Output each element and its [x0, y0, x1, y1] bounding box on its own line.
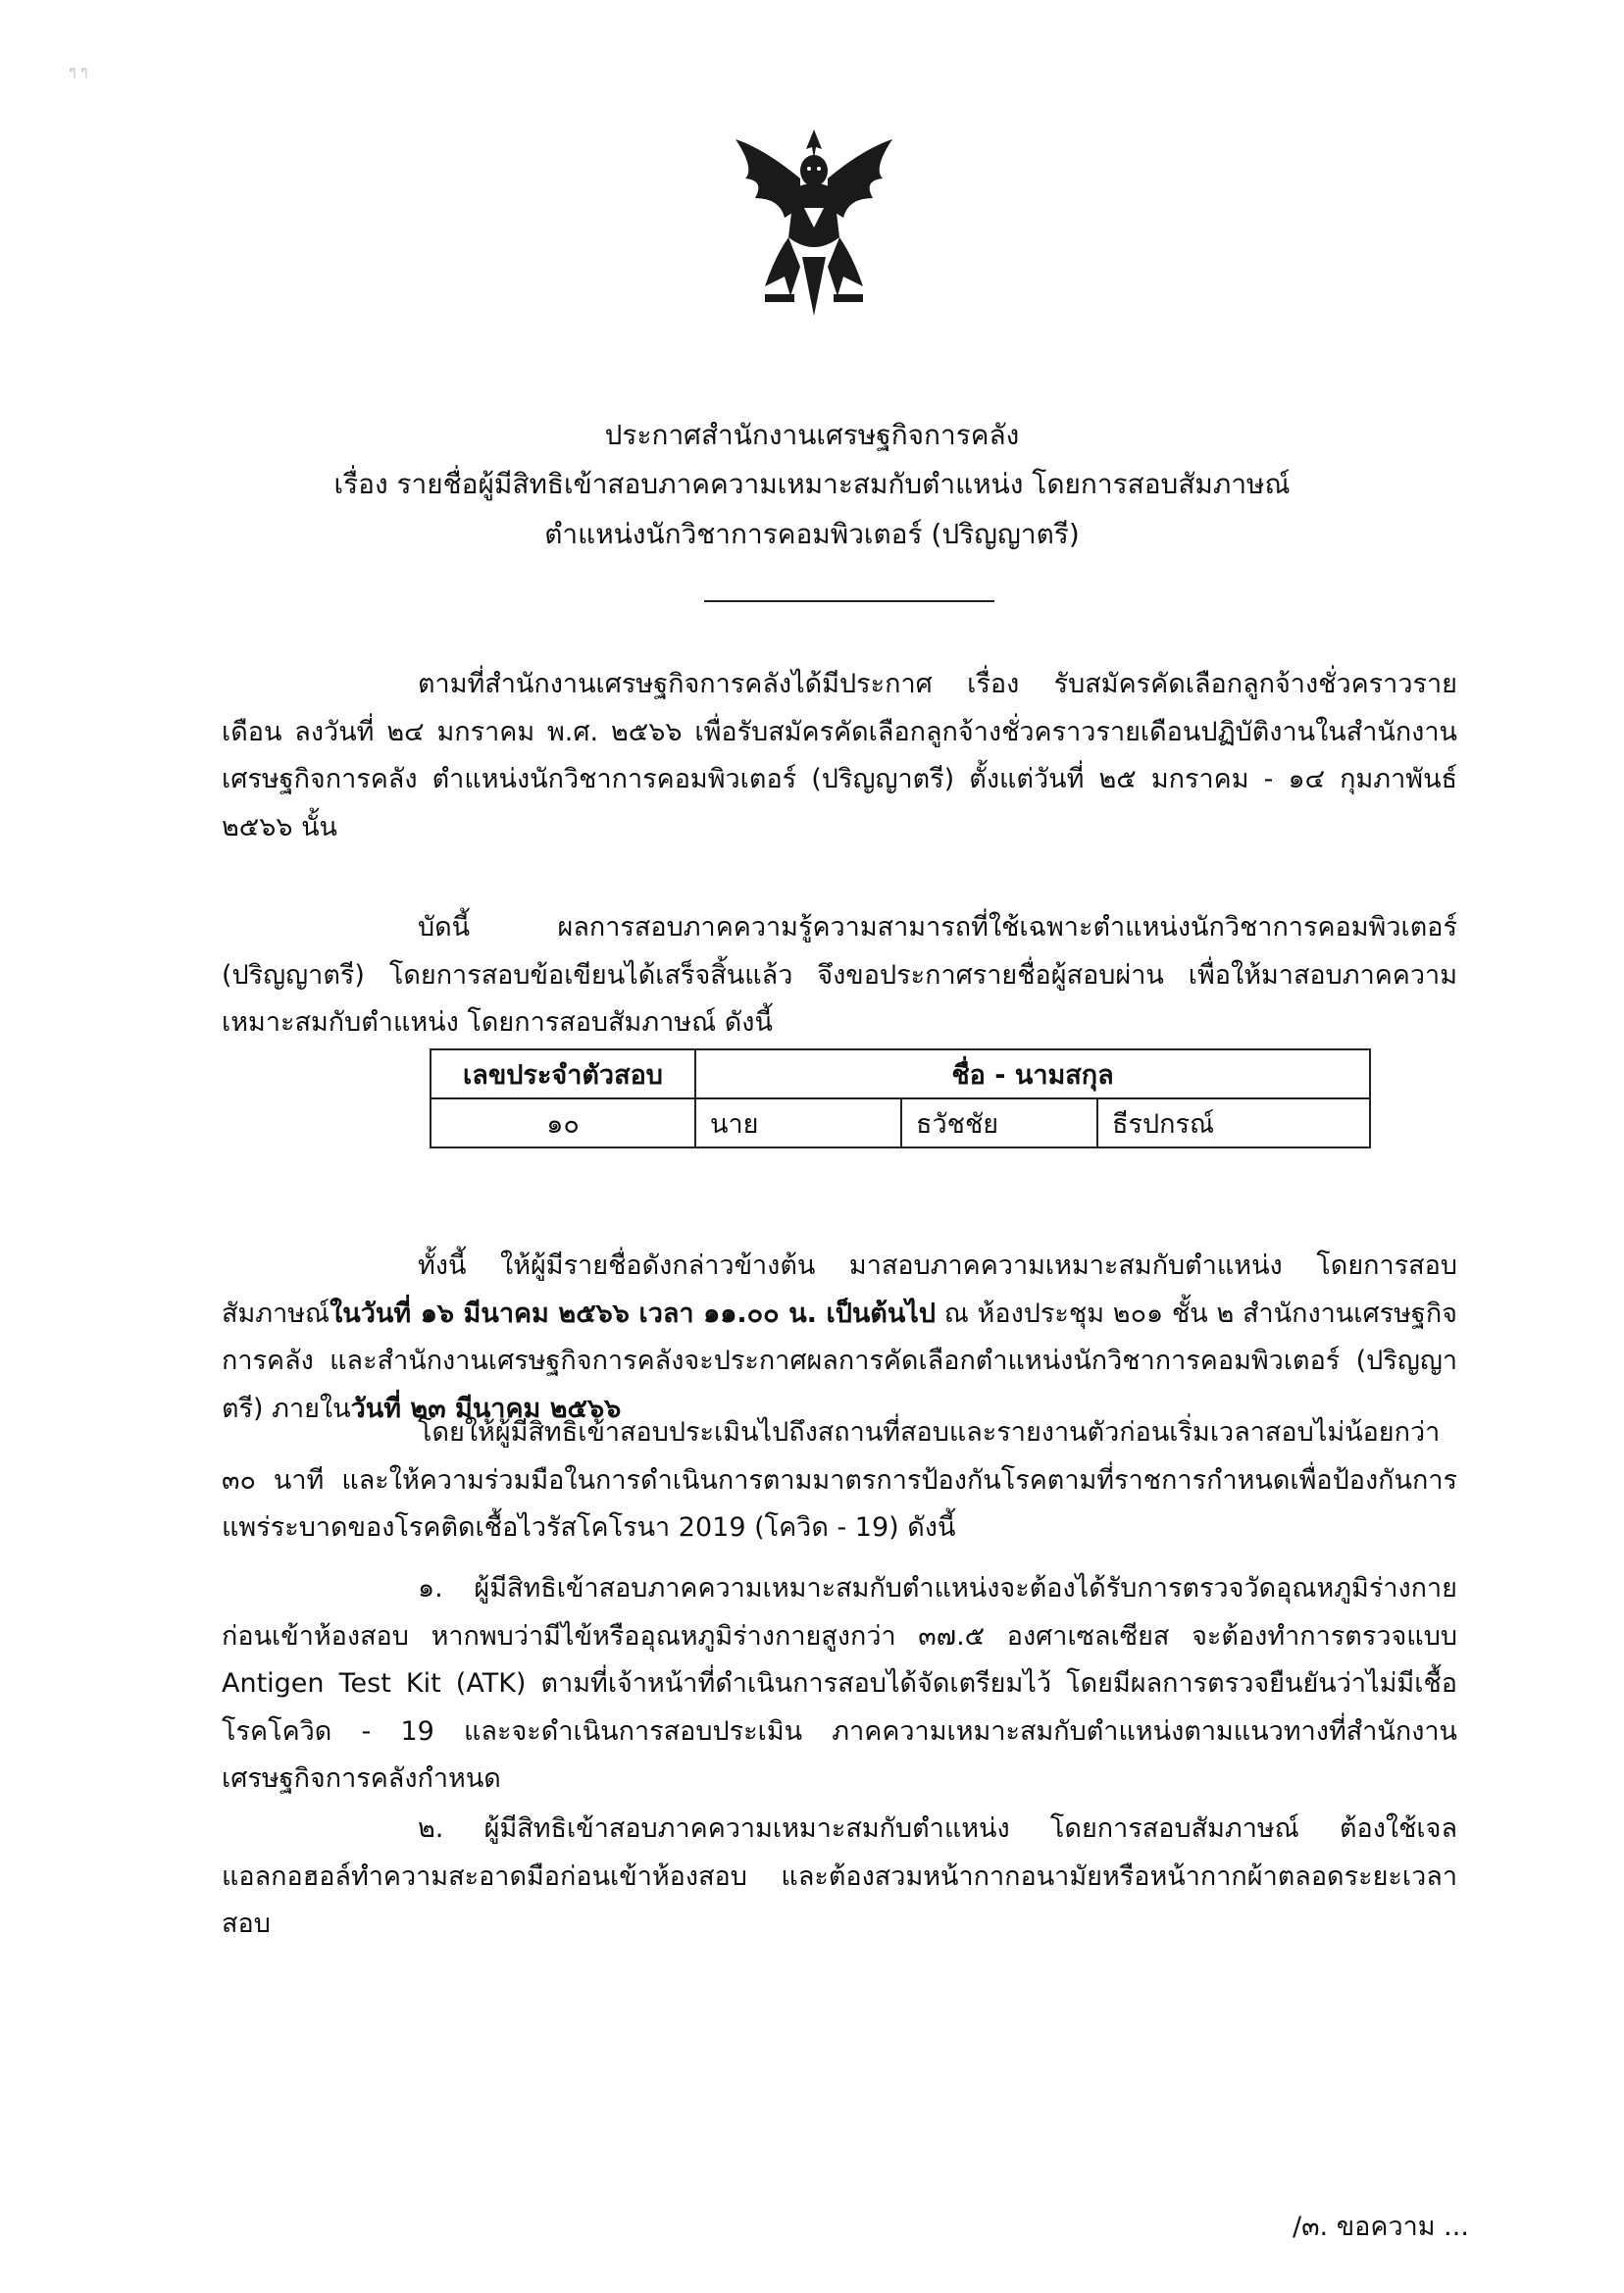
table-header-row — [431, 1049, 1370, 1098]
interview-date: ในวันที่ ๑๖ มีนาคม ๒๕๖๖ เวลา ๑๑.๐๐ น. เป็นต้นไป — [330, 1298, 937, 1329]
candidate-table — [430, 1048, 1371, 1148]
cell-prefix: นาย — [695, 1098, 901, 1147]
announcement-title: ประกาศสำนักงานเศรษฐกิจการคลัง — [604, 419, 1020, 451]
announcement-subject: เรื่อง รายชื่อผู้มีสิทธิเข้าสอบภาคความเหมาะสมกับตำแหน่ง โดยการสอบสัมภาษณ์ — [333, 468, 1291, 500]
paragraph-rule-2: ๒. ผู้มีสิทธิเข้าสอบภาคความเหมาะสมกับตำแหน่ง โดยการสอบสัมภาษณ์ ต้องใช้เจลแอลกอฮอล์ทำความสะอาดมือก่อนเข้าห้องสอบ และต้องสวมหน้ากากอนามัยหรือหน้ากากผ้าตลอดระยะเวลาสอบ — [222, 1813, 1457, 1939]
title-divider — [704, 600, 994, 602]
cell-exam-id: ๑๐ — [431, 1098, 695, 1147]
paragraph-interview-schedule: ทั้งนี้ ให้ผู้มีรายชื่อดังกล่าวข้างต้น มาสอบภาคความเหมาะสมกับตำแหน่ง โดยการสอบสัมภาษณ์ในวันที่ ๑๖ มีนาคม ๒๕๖๖ เวลา ๑๑.๐๐ น. เป็นต้นไป ณ ห้องประชุม ๒๐๑ ชั้น ๒ สำนักงานเศรษฐกิจการคลัง และสำนักงานเศรษฐกิจการคลังจะประกาศผลการคัดเลือกตำแหน่งนักวิชาการคอมพิวเตอร์ (ปริญญาตรี) ภายในวันที่ ๒๓ มีนาคม ๒๕๖๖ — [222, 1250, 1457, 1424]
cell-first-name: ธวัชชัย — [901, 1098, 1097, 1147]
result-date: วันที่ ๒๓ มีนาคม ๒๕๖๖ — [350, 1393, 622, 1424]
announcement-position: ตำแหน่งนักวิชาการคอมพิวเตอร์ (ปริญญาตรี) — [544, 518, 1080, 550]
cell-last-name: ธีรปกรณ์ — [1097, 1098, 1370, 1147]
table-row — [431, 1098, 1370, 1147]
paragraph-result: บัดนี้ ผลการสอบภาคความรู้ความสามารถที่ใช้เฉพาะตำแหน่งนักวิชาการคอมพิวเตอร์ (ปริญญาตรี) โดยการสอบข้อเขียนได้เสร็จสิ้นแล้ว จึงขอประกาศรายชื่อผู้สอบผ่าน เพื่อให้มาสอบภาคความเหมาะสมกับตำแหน่ง โดยการสอบสัมภาษณ์ ดังนี้ — [222, 912, 1457, 1038]
paragraph-background: ตามที่สำนักงานเศรษฐกิจการคลังได้มีประกาศ เรื่อง รับสมัครคัดเลือกลูกจ้างชั่วคราวรายเดือน ลงวันที่ ๒๔ มกราคม พ.ศ. ๒๕๖๖ เพื่อรับสมัครคัดเลือกลูกจ้างชั่วคราวรายเดือนปฏิบัติงานในสำนักงานเศรษฐกิจการคลัง ตำแหน่งนักวิชาการคอมพิวเตอร์ (ปริญญาตรี) ตั้งแต่วันที่ ๒๕ มกราคม - ๑๔ กุมภาพันธ์ ๒๕๖๖ นั้น — [222, 669, 1457, 842]
paragraph-reporting: โดยให้ผู้มีสิทธิเข้าสอบประเมินไปถึงสถานที่สอบและรายงานตัวก่อนเริ่มเวลาสอบไม่น้อยกว่า ๓๐ นาที และให้ความร่วมมือในการดำเนินการตามมาตรการป้องกันโรคตามที่ราชการกำหนดเพื่อป้องกันการแพร่ระบาดของโรคติดเชื้อไวรัสโคโรนา 2019 (โควิด - 19) ดังนี้ — [222, 1417, 1457, 1543]
paragraph-rule-1: ๑. ผู้มีสิทธิเข้าสอบภาคความเหมาะสมกับตำแหน่งจะต้องได้รับการตรวจวัดอุณหภูมิร่างกายก่อนเข้าห้องสอบ หากพบว่ามีไข้หรืออุณหภูมิร่างกายสูงกว่า ๓๗.๕ องศาเซลเซียส จะต้องทำการตรวจแบบ Antigen Test Kit (ATK) ตามที่เจ้าหน้าที่ดำเนินการสอบได้จัดเตรียมไว้ โดยมีผลการตรวจยืนยันว่าไม่มีเชื้อโรคโควิด - 19 และจะดำเนินการสอบประเมิน ภาคความเหมาะสมกับตำแหน่งตามแนวทางที่สำนักงานเศรษฐกิจการคลังกำหนด — [222, 1573, 1457, 1794]
column-header-exam-id: เลขประจำตัวสอบ — [431, 1049, 695, 1098]
continued-note: /๓. ขอความ ... — [1293, 2212, 1469, 2242]
column-header-name: ชื่อ - นามสกุล — [695, 1049, 1370, 1098]
scan-mark: ๆ ๆ — [69, 64, 88, 79]
garuda-emblem-icon — [726, 120, 902, 326]
